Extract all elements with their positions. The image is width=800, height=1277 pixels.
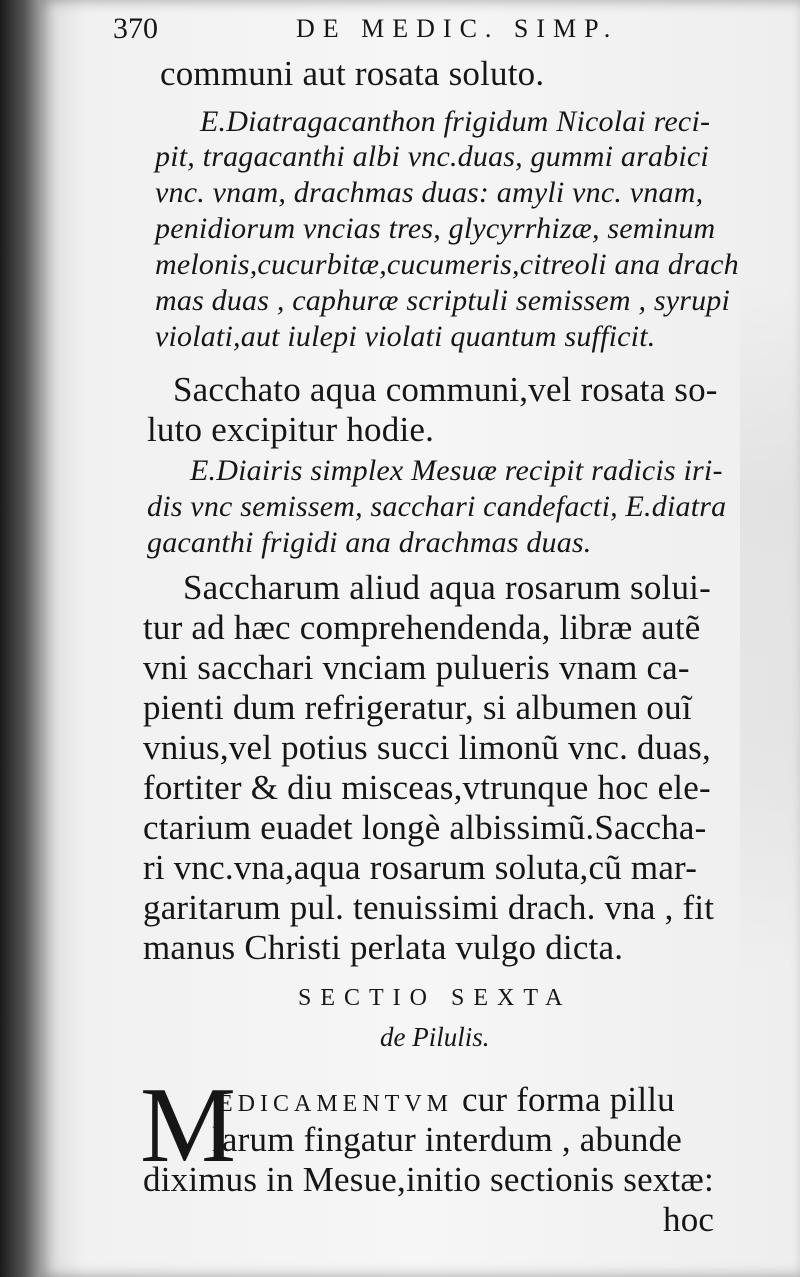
text-line: vni sacchari vnciam pulueris vnam ca- bbox=[143, 648, 690, 687]
book-gutter bbox=[0, 0, 40, 1277]
recipe-line: E.Diairis simplex Mesuæ recipit radicis iri- bbox=[190, 454, 723, 487]
recipe-line: melonis,cucurbitæ,cucumeris,citreoli ana drach bbox=[155, 248, 739, 281]
drop-cap: M bbox=[140, 1066, 237, 1185]
text-line: Saccharum aliud aqua rosarum solui- bbox=[183, 568, 711, 607]
text-line: larum fingatur interdum , abunde bbox=[212, 1120, 683, 1159]
text-line bbox=[218, 1080, 675, 1124]
page-number: 370 bbox=[113, 12, 158, 45]
recipe-line: dis vnc semissem, sacchari candefacti, E.diatra bbox=[147, 490, 727, 523]
recipe-line: penidiorum vncias tres, glycyrrhizæ, seminum bbox=[155, 212, 716, 245]
running-title: DE MEDIC. SIMP. bbox=[296, 14, 619, 43]
recipe-line: pit, tragacanthi albi vnc.duas, gummi arabici bbox=[155, 140, 709, 173]
section-title: SECTIO SEXTA bbox=[298, 985, 572, 1011]
recipe-line: vnc. vnam, drachmas duas: amyli vnc. vnam, bbox=[155, 176, 704, 209]
recipe-line: mas duas , caphuræ scriptuli semissem , syrupi bbox=[155, 284, 731, 317]
text-line: diximus in Mesue,initio sectionis sextæ: bbox=[143, 1160, 714, 1199]
text-line: luto excipitur hodie. bbox=[147, 410, 435, 449]
text-line: manus Christi perlata vulgo dicta. bbox=[143, 928, 624, 967]
text-line: fortiter & diu misceas,vtrunque hoc ele- bbox=[143, 768, 711, 807]
recipe-line: E.Diatragacanthon frigidum Nicolai reci- bbox=[200, 105, 711, 138]
text-line: ri vnc.vna,aqua rosarum soluta,cũ mar- bbox=[143, 848, 698, 887]
text-line: garitarum pul. tenuissimi drach. vna , fit bbox=[143, 888, 715, 927]
text-line: communi aut rosata soluto. bbox=[160, 54, 545, 93]
text-line: pienti dum refrigeratur, si albumen ouĩ bbox=[143, 688, 692, 727]
text-line: ctarium euadet longè albissimũ.Saccha- bbox=[143, 808, 707, 847]
smallcaps-word: EDICAMENTVM bbox=[218, 1091, 453, 1117]
catchword: hoc bbox=[663, 1200, 715, 1239]
text-line: Sacchato aqua communi,vel rosata so- bbox=[173, 370, 718, 409]
recipe-line: gacanthi frigidi ana drachmas duas. bbox=[147, 526, 592, 559]
text-line: tur ad hæc comprehendenda, libræ autẽ bbox=[143, 608, 701, 647]
text-line: vnius,vel potius succi limonũ vnc. duas, bbox=[143, 728, 711, 767]
text-fragment: cur forma pillu bbox=[461, 1080, 675, 1119]
show-through-shadow bbox=[740, 280, 800, 980]
recipe-line: violati,aut iulepi violati quantum sufficit. bbox=[155, 320, 656, 353]
section-subtitle: de Pilulis. bbox=[380, 1022, 490, 1052]
